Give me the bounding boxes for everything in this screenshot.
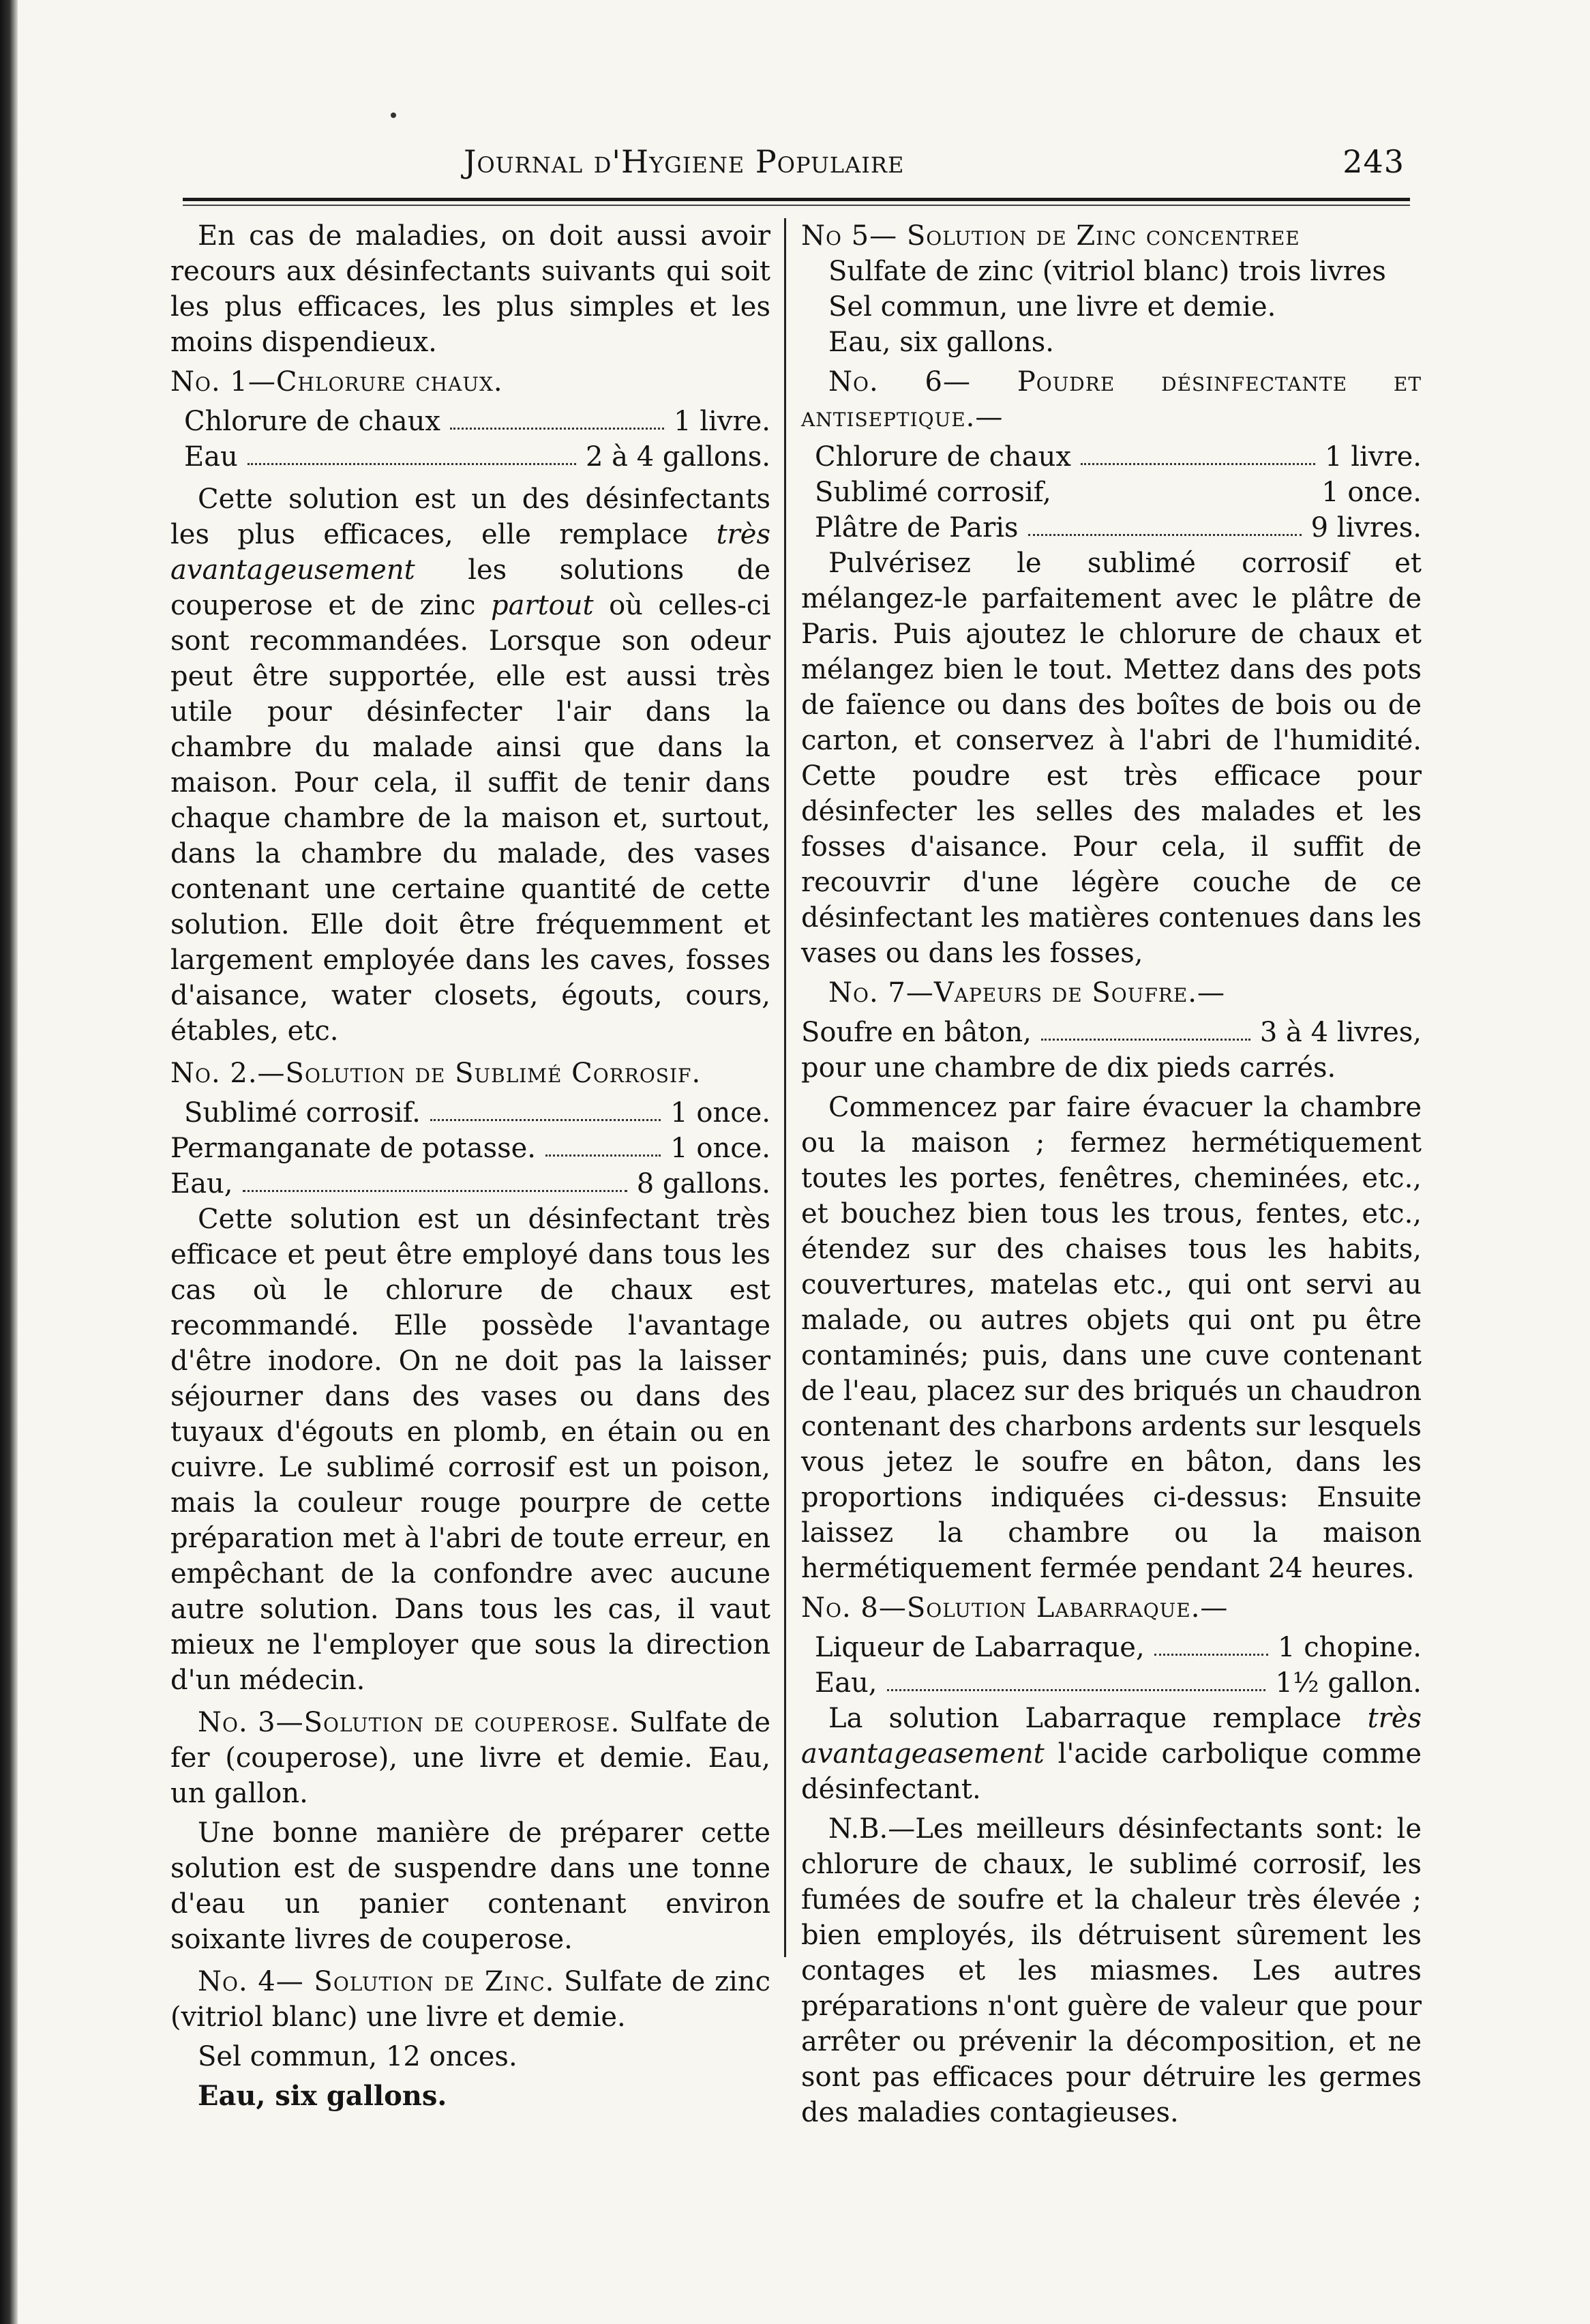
ingredient-name: Plâtre de Paris [815,512,1019,543]
ingredient-name: Chlorure de chaux [815,441,1071,473]
recipe-2-paragraph: Cette solution est un désinfectant très efficace et peut être employé dans tous les cas où le chlorure de chaux est recommandé. Elle possède l'avantage d'être inodore. On ne doit pas la laisser séjourner dans des vases ou dans des tuyaux d'égouts en plomb, en étain ou en cuivre. Le sublimé corrosif est un poison, mais la couleur rouge pourpre de cette préparation met à l'abri de toute erreur, en empêchant de la confondre avec aucune autre solution. Dans tous les cas, il vaut mieux ne l'employer que sous la direction d'un médecin. [170,1204,770,1696]
ink-speck [391,113,396,118]
text-run: l'acide carbolique comme désinfectant. [801,1738,1422,1805]
text-run: Sulfate de fer (couperose), une livre et demie. Eau, un gallon. [170,1707,770,1809]
recipe-6-line-1 [801,439,1422,475]
ingredient-qty: 1 livre. [1325,441,1422,473]
recipe-1-line-1 [170,404,770,439]
emphasis: partout [491,590,594,621]
recipe-8-line-1 [801,1630,1422,1665]
text-run: Cette solution est un des désinfectants les plus efficaces, elle remplace [170,483,770,550]
ingredient-name: Sublimé corrosif. [184,1097,421,1129]
recipe-8-line-2 [801,1665,1422,1701]
ingredient-qty: 9 livres. [1310,512,1422,543]
dot-leader [1028,510,1302,536]
dot-leader [887,1665,1266,1691]
ingredient-name: Soufre en bâton, [801,1017,1032,1048]
recipe-7-line-1 [801,1015,1422,1050]
dot-leader [1041,1015,1250,1041]
emphasis: très avantageusement [170,519,770,586]
ingredient-qty: 1 chopine. [1278,1632,1422,1663]
recipe-5-line-1: Sulfate de zinc (vitriol blanc) trois livres [828,256,1386,287]
ingredient-qty: 8 gallons. [636,1168,770,1200]
ingredient-name: Chlorure de chaux [184,406,440,437]
ingredient-name: Eau [184,441,238,473]
recipe-5-heading: No 5— Solution de Zinc concentree [801,220,1300,252]
ingredient-qty: 1 once. [1321,477,1422,508]
recipe-2-line-2 [170,1131,770,1166]
ingredient-name: Eau, [170,1168,233,1200]
recipe-2-heading: No. 2.—Solution de Sublimé Corrosif. [170,1058,702,1089]
recipe-5-line-2: Sel commun, une livre et demie. [828,291,1276,323]
recipe-8-paragraph [801,1701,1422,1807]
ingredient-qty: 2 à 4 gallons. [585,441,770,473]
ingredient-qty: 1 once. [670,1133,770,1164]
recipe-4-heading: No. 4— Solution de Zinc. [198,1966,555,1997]
recipe-1-paragraph [170,481,770,1049]
header-rule [183,198,1410,201]
recipe-6-heading: No. 6— Poudre désinfectante et antiseptique.— [801,366,1422,433]
ingredient-qty: 1 livre. [674,406,770,437]
recipe-5-line-3: Eau, six gallons. [828,327,1054,358]
right-column [801,218,1422,2264]
recipe-1-heading: No. 1—Chlorure chaux. [170,366,503,398]
left-column [170,218,770,2264]
text-run: où celles-ci sont recommandées. Lorsque son odeur peut être supportée, elle est aussi très utile pour désinfecter l'air dans la chambre du malade ainsi que dans la maison. Pour cela, il suffit de tenir dans chaque chambre de la maison et, surtout, dans la chambre du malade, des vases contenant une certaine quantité de cette solution. Elle doit être fréquemment et largement employée dans les caves, fosses d'aisance, water closets, égouts, cours, étables, etc. [170,590,770,1047]
recipe-3-heading: No. 3—Solution de couperose. [198,1707,620,1738]
ingredient-qty: 1½ gallon. [1275,1667,1422,1699]
recipe-2-line-1 [170,1095,770,1131]
recipe-7-heading: No. 7—Vapeurs de Soufre.— [828,977,1226,1009]
page-number: 243 [1342,143,1405,180]
recipe-6-line-3 [801,510,1422,546]
dot-leader [1061,475,1312,501]
ingredient-qty: 3 à 4 livres, [1259,1017,1422,1048]
recipe-4-line-3: Eau, six gallons. [198,2080,447,2112]
recipe-7-line-2: pour une chambre de dix pieds carrés. [801,1052,1336,1084]
ingredient-name: Permanganate de potasse. [170,1133,537,1164]
dot-leader [1081,439,1315,465]
dot-leader [243,1166,627,1192]
recipe-3-method: Une bonne manière de préparer cette solution est de suspendre dans une tonne d'eau un panier contenant environ soixante livres de couperose. [170,1817,770,1955]
column-separator [784,218,786,1957]
ingredient-name: Eau, [815,1667,877,1699]
recipe-4-line-2: Sel commun, 12 onces. [198,2041,518,2072]
dot-leader [430,1095,661,1121]
recipe-8-heading: No. 8—Solution Labarraque.— [801,1592,1229,1624]
recipe-3-paragraph [170,1705,770,1811]
ingredient-qty: 1 once. [670,1097,770,1129]
text-run: Sulfate de zinc (vitriol blanc) une livre et demie. [170,1966,771,2033]
ingredient-name: Liqueur de Labarraque, [815,1632,1145,1663]
emphasis: très avantageasement [801,1703,1422,1770]
dot-leader [1154,1630,1268,1656]
text-run: La solution Labarraque remplace [828,1703,1368,1734]
recipe-6-paragraph: Pulvérisez le sublimé corrosif et mélangez-le parfaitement avec le plâtre de Paris. Puis ajoutez le chlorure de chaux et mélangez bien le tout. Mettez dans des pots de faïence ou dans des boîtes de bois ou de carton, et conservez à l'abri de l'humidité. Cette poudre est très efficace pour désinfecter les selles des malades et les fosses d'aisance. Pour cela, il suffit de recouvrir d'une légère couche de ce désinfectant les matières contenues dans les vases ou dans les fosses, [801,548,1422,969]
nota-bene-paragraph: N.B.—Les meilleurs désinfectants sont: le chlorure de chaux, le sublimé corrosif, les fumées de soufre et la chaleur très élevée ; bien employés, ils détruisent sûrement les contages et les miasmes. Les autres préparations n'ont guère de valeur que pour arrêter ou prévenir la décomposition, et ne sont pas efficaces pour détruire les germes des maladies contagieuses. [801,1813,1422,2128]
dot-leader [450,404,664,430]
recipe-4-paragraph [170,1964,770,2035]
dot-leader [545,1131,661,1157]
recipe-1-line-2 [170,439,770,475]
recipe-2-line-3 [170,1166,770,1202]
recipe-7-paragraph: Commencez par faire évacuer la chambre ou la maison ; fermez hermétiquement toutes les portes, fenêtres, cheminées, etc., et bouchez bien tous les trous, fentes, etc., étendez sur des chaises tous les habits, couvertures, matelas etc., qui ont servi au malade, ou autres objets qui ont pu être contaminés; puis, dans une cuve contenant de l'eau, placez sur des briqués un chaudron contenant des charbons ardents sur lesquels vous jetez le soufre en bâton, dans les proportions indiquées ci-dessus: Ensuite laissez la chambre ou la maison hermétiquement fermée pendant 24 heures. [801,1092,1422,1584]
text-run: les solutions de couperose et de zinc [170,554,770,621]
page-binding-edge [0,0,18,2324]
header-rule-thin [183,205,1410,206]
intro-paragraph: En cas de maladies, on doit aussi avoir recours aux désinfectants suivants qui soit les plus efficaces, les plus simples et les moins dispendieux. [170,220,770,358]
ingredient-name: Sublimé corrosif, [815,477,1051,508]
recipe-6-line-2 [801,475,1422,510]
dot-leader [247,439,576,465]
running-header [205,130,1405,191]
journal-title: Journal d'Hygiene Populaire [464,143,905,180]
